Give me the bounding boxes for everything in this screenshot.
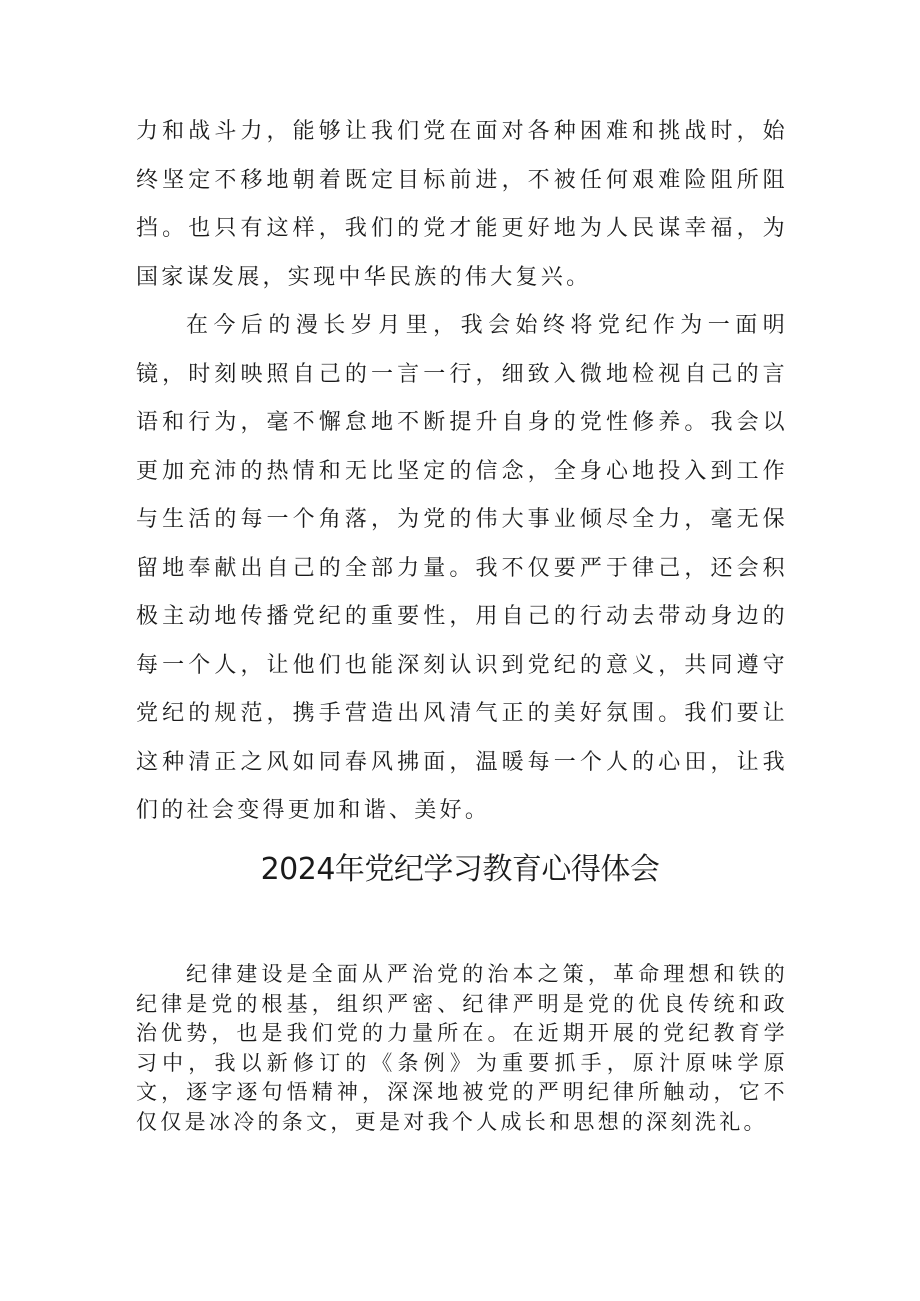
essay-continuation xyxy=(136,108,788,836)
intro-paragraph: 纪律建设是全面从严治党的治本之策，革命理想和铁的纪律是党的根基，组织严密、纪律严明是党的优良传统和政治优势，也是我们党的力量所在。在近期开展的党纪教育学习中，我以新修订的《条例》为重要抓手，原汁原味学原文，逐字逐句悟精神，深深地被党的严明纪律所触动，它不仅仅是冰冷的条文，更是对我个人成长和思想的深刻洗礼。 xyxy=(136,962,788,1134)
continued-paragraph: 力和战斗力，能够让我们党在面对各种困难和挑战时，始终坚定不移地朝着既定目标前进，不被任何艰难险阻所阻挡。也只有这样，我们的党才能更好地为人民谋幸福，为国家谋发展，实现中华民族的伟大复兴。 xyxy=(136,119,788,290)
essay-body xyxy=(136,960,788,1137)
document-title: 2024年党纪学习教育心得体会 xyxy=(260,852,660,887)
reflection-paragraph: 在今后的漫长岁月里，我会始终将党纪作为一面明镜，时刻映照自己的一言一行，细致入微地检视自己的言语和行为，毫不懈怠地不断提升自身的党性修养。我会以更加充沛的热情和无比坚定的信念，全身心地投入到工作与生活的每一个角落，为党的伟大事业倾尽全力，毫无保留地奉献出自己的全部力量。我不仅要严于律己，还会积极主动地传播党纪的重要性，用自己的行动去带动身边的每一个人，让他们也能深刻认识到党纪的意义，共同遵守党纪的规范，携手营造出风清气正的美好氛围。我们要让这种清正之风如同春风拂面，温暖每一个人的心田，让我们的社会变得更加和谐、美好。 xyxy=(136,313,788,823)
